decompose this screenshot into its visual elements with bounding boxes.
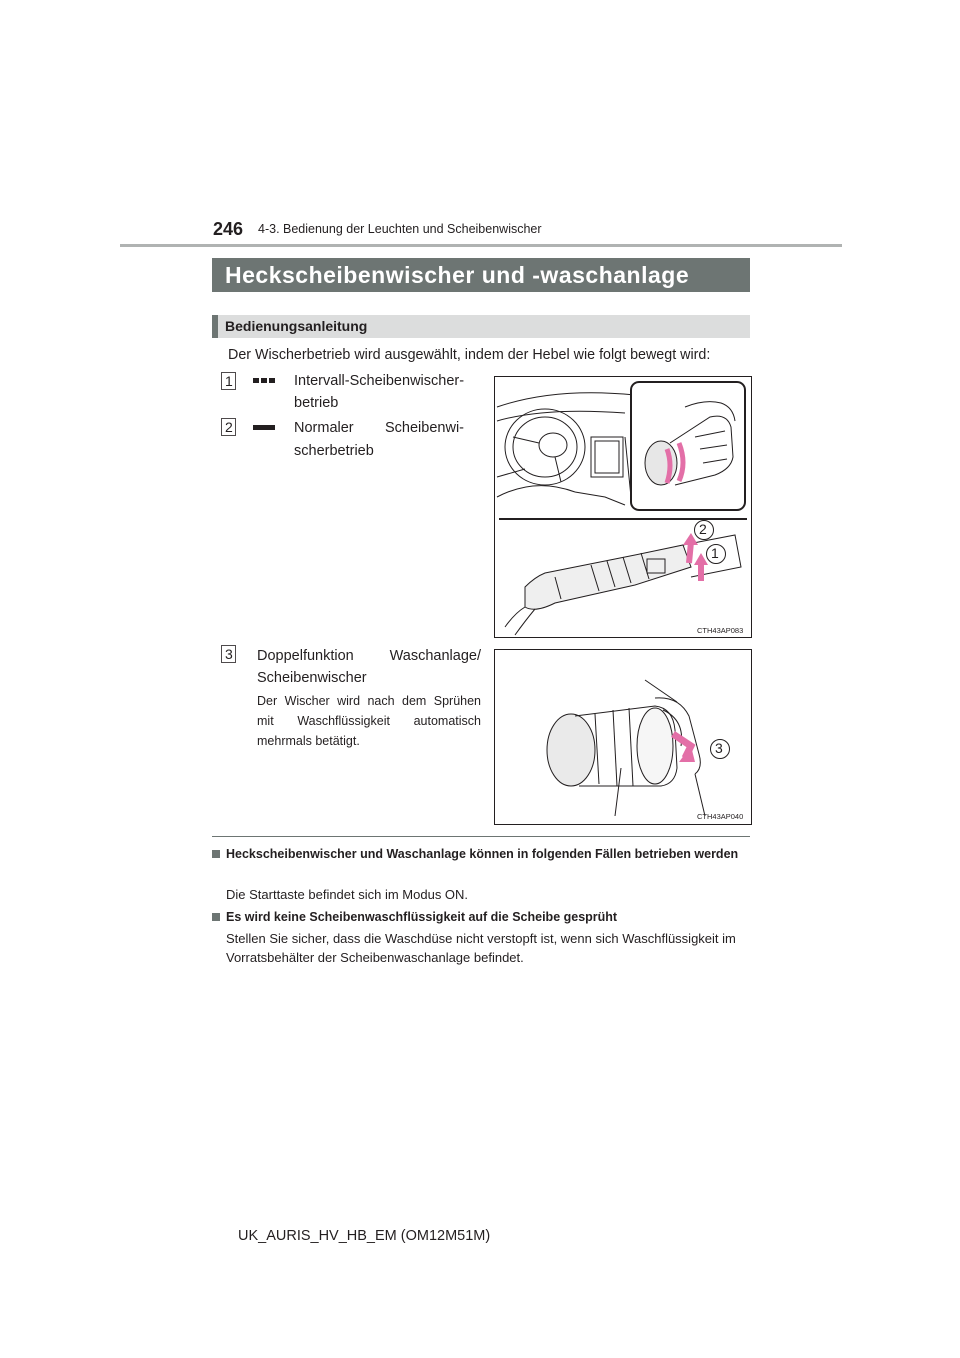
item-3-line-2: Scheibenwischer xyxy=(257,670,367,686)
notes-separator xyxy=(212,836,750,837)
normal-symbol-icon xyxy=(253,425,277,431)
item-1-line-1: Intervall-Scheibenwischer- xyxy=(294,373,465,389)
note-2-heading: Es wird keine Scheibenwaschflüssigkeit auf die Scheibe gesprüht xyxy=(226,910,618,924)
note-bullet-2-icon xyxy=(212,913,220,921)
item-3-line-1: Doppelfunktion Waschanlage/ xyxy=(257,648,481,664)
subsection-bar xyxy=(212,315,218,338)
intro-text: Der Wischerbetrieb wird ausgewählt, indem der Hebel wie folgt bewegt wird: xyxy=(228,347,711,363)
note-bullet-1-icon xyxy=(212,850,220,858)
item-1-line-2: betrieb xyxy=(294,395,339,411)
subsection-title: Bedienungsanleitung xyxy=(225,318,368,334)
chapter-title: 4-3. Bedienung der Leuchten und Scheibenwischer xyxy=(258,222,542,236)
note-1-body: Die Starttaste befindet sich im Modus ON. xyxy=(226,887,469,902)
document-code: UK_AURIS_HV_HB_EM (OM12M51M) xyxy=(238,1228,491,1244)
item-number-1: 1 xyxy=(225,373,233,389)
figure-washer-illustration xyxy=(494,649,752,825)
callout-3-label: 3 xyxy=(715,740,723,756)
section-title-band xyxy=(212,258,750,292)
callout-1-label: 1 xyxy=(711,545,719,561)
callout-2-label: 2 xyxy=(699,521,707,537)
item-3-note: Der Wischer wird nach dem Sprühen mit Waschflüssigkeit automatisch mehrmals betätigt. xyxy=(257,694,481,748)
lever-drawing xyxy=(495,377,751,637)
intermittent-symbol-icon xyxy=(253,378,277,384)
section-title: Heckscheibenwischer und -waschanlage xyxy=(225,262,690,288)
figure-1-code: CTH43AP083 xyxy=(697,626,744,635)
item-number-2: 2 xyxy=(225,419,233,435)
note-1-heading: Heckscheibenwischer und Waschanlage können in folgenden Fällen betrieben werden xyxy=(226,847,739,861)
page-number: 246 xyxy=(213,219,244,239)
item-number-3: 3 xyxy=(225,646,233,662)
figure-2-code: CTH43AP040 xyxy=(697,812,744,821)
subsection-band xyxy=(212,315,750,338)
item-2-line-1: Normaler Scheibenwi- xyxy=(294,420,464,436)
note-2-body: Stellen Sie sicher, dass die Waschdüse nicht verstopft ist, wenn sich Waschflüssigkeit im Vorratsbehälter der Scheibenwaschanlage befindet. xyxy=(226,931,736,965)
figure-lever-illustration xyxy=(494,376,752,638)
washer-drawing xyxy=(495,650,751,824)
item-2-line-2: scherbetrieb xyxy=(294,443,374,459)
header-rule xyxy=(120,244,842,247)
